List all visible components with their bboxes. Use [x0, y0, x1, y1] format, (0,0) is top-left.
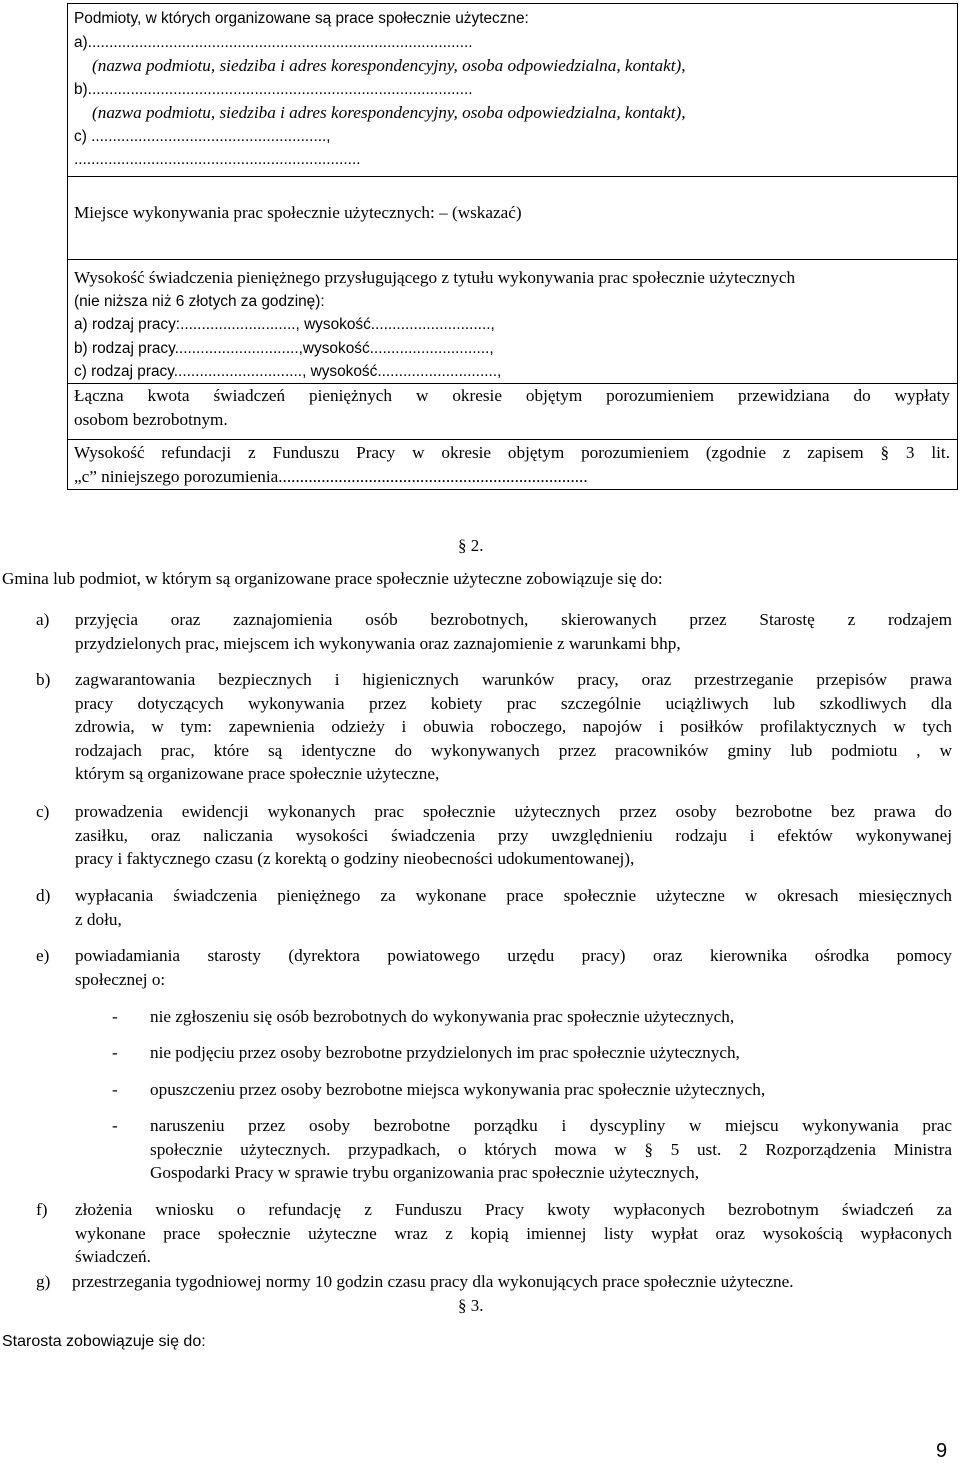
- item-line: z dołu,: [75, 909, 122, 929]
- table-cell-total: [68, 384, 957, 440]
- item-line: przestrzegania tygodniowej normy 10 godzin czasu pracy dla wykonujących prace społecznie użyteczne.: [72, 1272, 794, 1291]
- item-line: rodzajach prac, które są identyczne do wykonywanych przez pracowników gminy lub podmiotu , w: [75, 740, 952, 760]
- section-3-intro: Starosta zobowiązuje się do:: [2, 1333, 206, 1350]
- item-line: pracy dotyczących wykonywania przez kobiety prac szczególnie uciążliwych lub szkodliwych dla: [75, 693, 952, 713]
- entity-a-line: a)..........................................................................................: [74, 33, 473, 51]
- sub-list-item: [112, 1078, 952, 1102]
- total-line-2: osobom bezrobotnym.: [74, 409, 228, 429]
- item-marker: g): [36, 1272, 51, 1291]
- item-line: zagwarantowania bezpiecznych i higienicznych warunków pracy, oraz przestrzeganie przepisów prawa: [75, 670, 952, 689]
- item-marker: f): [36, 1200, 48, 1219]
- item-line: wykonane prace społecznie użyteczne wraz z kopią imiennej listy wypłat oraz wysokością wypłaconych: [75, 1223, 952, 1243]
- item-marker: a): [36, 610, 50, 629]
- item-line: przydzielonych prac, miejscem ich wykonywania oraz zaznajomienie z warunkami bhp,: [75, 633, 681, 653]
- entities-heading: Podmioty, w których organizowane są prace społecznie użyteczne:: [74, 10, 529, 27]
- item-line: społecznie użytecznych. przypadkach, o których mowa w § 5 ust. 2 Rozporządzenia Ministra: [150, 1139, 952, 1159]
- table-cell-entities: [68, 4, 957, 177]
- item-line: świadczeń.: [75, 1247, 151, 1266]
- item-line: wypłacania świadczenia pieniężnego za wykonane prace społecznie użyteczne w okresach miesięcznych: [75, 886, 952, 905]
- item-line: zdrowia, w tym: zapewnienia odzieży i obuwia roboczego, napojów i posiłków profilaktycznych w tych: [75, 717, 952, 736]
- item-line: opuszczeniu przez osoby bezrobotne miejsca wykonywania prac społecznie użytecznych,: [150, 1080, 766, 1099]
- item-line: przyjęcia oraz zaznajomienia osób bezrobotnych, skierowanych przez Starostę z rodzajem: [75, 610, 952, 629]
- table-cell-location: [68, 177, 957, 260]
- list-item: [36, 800, 952, 871]
- list-item: [36, 608, 952, 655]
- item-line: nie podjęciu przez osoby bezrobotne przydzielonych im prac społecznie użytecznych,: [150, 1043, 740, 1062]
- item-line: prowadzenia ewidencji wykonanych prac społecznie użytecznych przez osoby bezrobotne bez prawa do: [75, 802, 952, 821]
- item-marker: d): [36, 886, 51, 905]
- list-item: [36, 1198, 952, 1269]
- sub-list-item: [112, 1041, 952, 1065]
- section-2-intro: Gmina lub podmiot, w którym są organizowane prace społecznie użyteczne zobowiązuje się do:: [2, 569, 663, 588]
- benefit-line-b: b) rodzaj pracy.............................,wysokość............................,: [74, 339, 494, 357]
- entity-c-dots: ...................................................................: [74, 151, 361, 168]
- list-item: [36, 668, 952, 786]
- location-text: Miejsce wykonywania prac społecznie użytecznych: – (wskazać): [74, 203, 522, 222]
- list-item: [36, 944, 952, 991]
- item-marker: b): [36, 670, 51, 689]
- page-number: 9: [936, 1440, 948, 1462]
- item-line: powiadamiania starosty (dyrektora powiatowego urzędu pracy) oraz kierownika ośrodka pomocy: [75, 946, 952, 965]
- list-item: [36, 1270, 952, 1294]
- list-item: [36, 884, 952, 931]
- table-cell-refund: [68, 440, 957, 490]
- total-line-1: Łączna kwota świadczeń pieniężnych w okresie objętym porozumieniem przewidziana do wypłaty: [74, 386, 950, 405]
- benefit-line-1: Wysokość świadczenia pieniężnego przysługującego z tytułu wykonywania prac społecznie użytecznych: [74, 268, 796, 287]
- item-line: Gospodarki Pracy w sprawie trybu organizowania prac społecznie użytecznych,: [150, 1163, 700, 1182]
- item-marker: e): [36, 946, 50, 965]
- refund-line-2: „c” niniejszego porozumienia........................................................................: [74, 466, 588, 486]
- entity-c-line: c) .......................................................,: [74, 127, 331, 145]
- sub-list-item: [112, 1114, 952, 1185]
- benefit-line-c: c) rodzaj pracy.............................., wysokość............................,: [74, 363, 502, 380]
- item-line: złożenia wniosku o refundację z Funduszu Pracy kwoty wypłaconych bezrobotnym świadczeń za: [75, 1200, 952, 1219]
- section-2-number: § 2.: [458, 536, 484, 555]
- refund-line-1: Wysokość refundacji z Funduszu Pracy w okresie objętym porozumieniem (zgodnie z zapisem § 3 lit.: [74, 443, 950, 462]
- table-cell-benefit: [68, 260, 957, 384]
- entity-b-note: (nazwa podmiotu, siedziba i adres korespondencyjny, osoba odpowiedzialna, kontakt),: [92, 103, 686, 122]
- item-line: społecznej o:: [75, 969, 166, 989]
- item-line: zasiłku, oraz naliczania wysokości świadczenia przy uwzględnieniu rodzaju i efektów wykonywanej: [75, 825, 952, 845]
- dash-marker: -: [112, 1116, 118, 1135]
- benefit-line-a: a) rodzaj pracy:..........................., wysokość............................,: [74, 316, 495, 333]
- section-3-number: § 3.: [458, 1296, 484, 1315]
- benefit-line-2: (nie niższa niż 6 złotych za godzinę):: [74, 292, 325, 310]
- sub-list-item: [112, 1005, 952, 1029]
- item-line: pracy i faktycznego czasu (z korektą o godziny nieobecności udokumentowanej),: [75, 849, 635, 868]
- item-line: naruszeniu przez osoby bezrobotne porządku i dyscypliny w miejscu wykonywania prac: [150, 1116, 952, 1135]
- item-marker: c): [36, 802, 50, 821]
- entity-b-line: b)..........................................................................................: [74, 80, 473, 98]
- item-line: nie zgłoszeniu się osób bezrobotnych do wykonywania prac społecznie użytecznych,: [150, 1007, 735, 1026]
- info-table: [67, 3, 958, 490]
- dash-marker: -: [112, 1043, 118, 1062]
- item-line: którym są organizowane prace społecznie użyteczne,: [75, 764, 440, 783]
- entity-a-note: (nazwa podmiotu, siedziba i adres korespondencyjny, osoba odpowiedzialna, kontakt),: [92, 56, 686, 75]
- dash-marker: -: [112, 1080, 118, 1099]
- dash-marker: -: [112, 1007, 118, 1026]
